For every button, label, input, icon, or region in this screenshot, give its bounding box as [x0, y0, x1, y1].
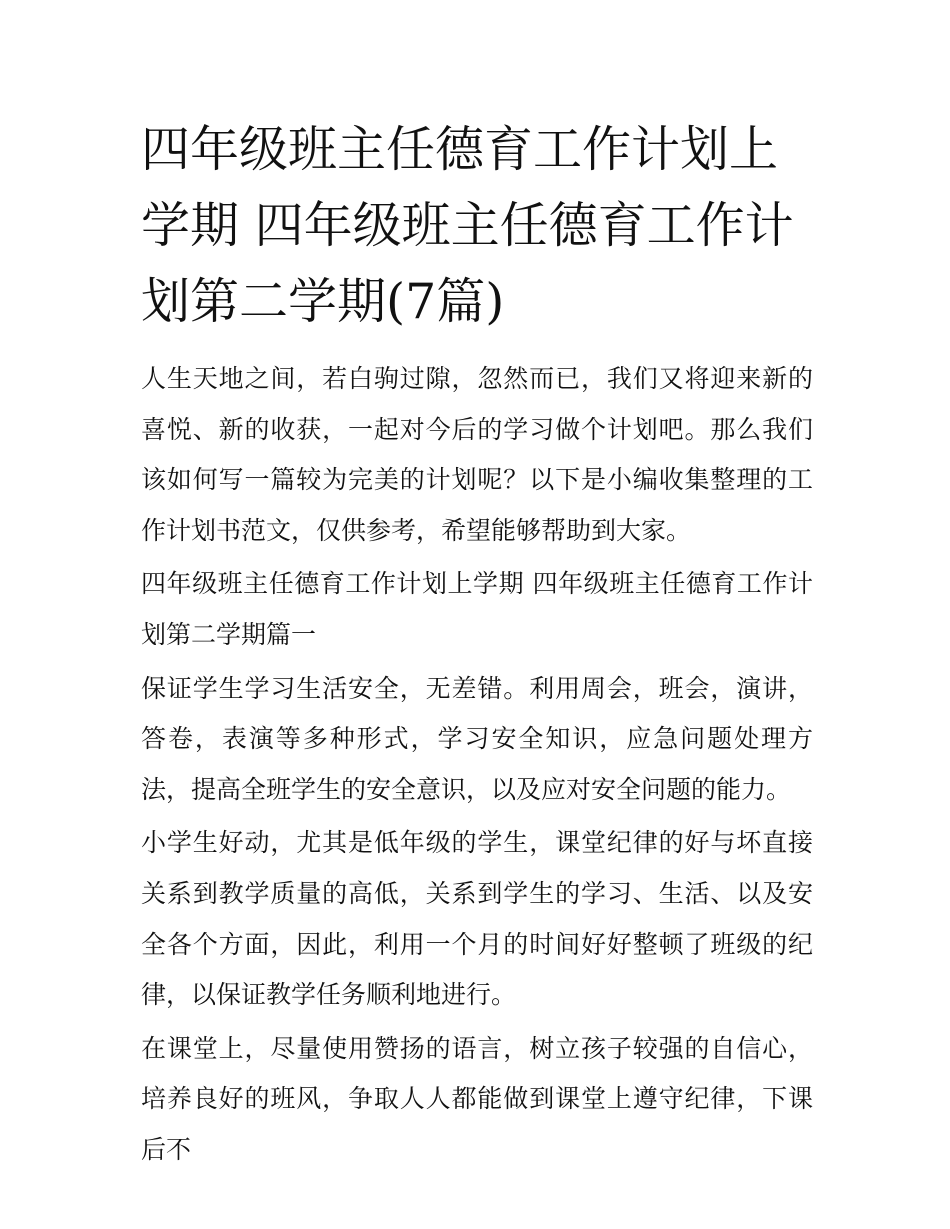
intro-paragraph: 人生天地之间，若白驹过隙，忽然而已，我们又将迎来新的喜悦、新的收获，一起对今后的学习做个计划吧。那么我们该如何写一篇较为完美的计划呢？以下是小编收集整理的工作计划书范文，仅供参考，希望能够帮助到大家。 — [141, 364, 813, 545]
document-body — [141, 354, 813, 1176]
document-title: 四年级班主任德育工作计划上学期 四年级班主任德育工作计划第二学期(7篇) — [141, 121, 794, 330]
body-paragraph: 小学生好动，尤其是低年级的学生，课堂纪律的好与坏直接关系到教学质量的高低，关系到学生的学习、生活、以及安全各个方面，因此，利用一个月的时间好好整顿了班级的纪律，以保证教学任务顺利地进行。 — [141, 828, 813, 1010]
body-paragraph: 保证学生学习生活安全，无差错。利用周会，班会，演讲，答卷，表演等多种形式，学习安全知识，应急问题处理方法，提高全班学生的安全意识，以及应对安全问题的能力。 — [141, 673, 813, 804]
section-heading: 四年级班主任德育工作计划上学期 四年级班主任德育工作计划第二学期篇一 — [141, 569, 813, 649]
body-paragraph: 在课堂上，尽量使用赞扬的语言，树立孩子较强的自信心，培养良好的班风，争取人人都能做到课堂上遵守纪律，下课后不 — [141, 1033, 813, 1164]
document-page — [141, 112, 813, 1179]
